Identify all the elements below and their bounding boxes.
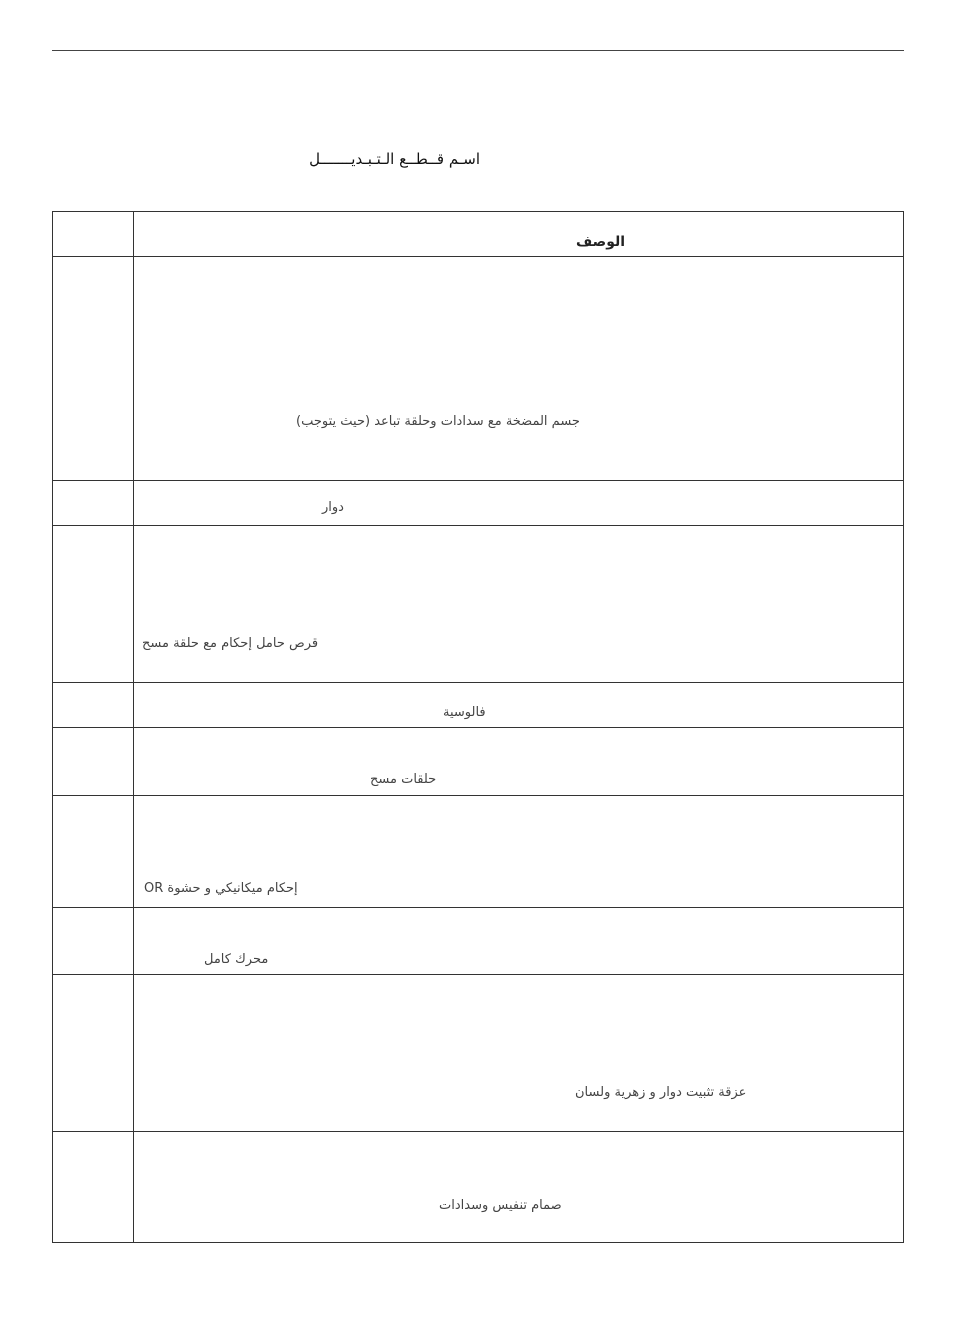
description-cell (134, 975, 904, 1132)
description-cell (134, 683, 904, 728)
part-description: عزقة تثبيت دوار و زهرية ولسان (575, 1085, 747, 1100)
number-cell (53, 975, 134, 1132)
description-header-cell (134, 212, 904, 257)
top-rule (52, 50, 904, 51)
spare-parts-table (52, 211, 904, 1243)
number-cell (53, 1132, 134, 1243)
part-description: قرص حامل إحكام مع حلقة مسح (142, 636, 319, 651)
number-cell (53, 526, 134, 683)
description-cell (134, 728, 904, 796)
number-cell (53, 908, 134, 975)
table-row (53, 908, 904, 975)
part-description: محرك كامل (204, 952, 269, 967)
page-title: اسـم قــطــع الـتـبـديـــــــل (309, 150, 480, 168)
part-description: حلقات مسح (370, 772, 437, 787)
number-cell (53, 257, 134, 481)
table-row (53, 257, 904, 481)
number-cell (53, 481, 134, 526)
number-cell (53, 683, 134, 728)
part-description: إحكام ميكانيكي و حشوة OR (144, 881, 298, 896)
table-row (53, 526, 904, 683)
table-header-row (53, 212, 904, 257)
table-row (53, 1132, 904, 1243)
description-cell (134, 796, 904, 908)
description-cell (134, 481, 904, 526)
number-cell (53, 728, 134, 796)
table-row (53, 796, 904, 908)
part-description: دوار (322, 500, 344, 515)
table-row (53, 481, 904, 526)
description-cell (134, 257, 904, 481)
part-description: فالوسية (443, 705, 486, 720)
part-description: صمام تنفيس وسدادات (439, 1198, 562, 1213)
table-row (53, 683, 904, 728)
description-cell (134, 526, 904, 683)
description-header: الوصف (576, 234, 626, 250)
description-cell (134, 908, 904, 975)
description-cell (134, 1132, 904, 1243)
table-row (53, 975, 904, 1132)
number-header-cell (53, 212, 134, 257)
part-description: جسم المضخة مع سدادات وحلقة تباعد (حيث يتوجب) (296, 414, 580, 429)
table-row (53, 728, 904, 796)
number-cell (53, 796, 134, 908)
